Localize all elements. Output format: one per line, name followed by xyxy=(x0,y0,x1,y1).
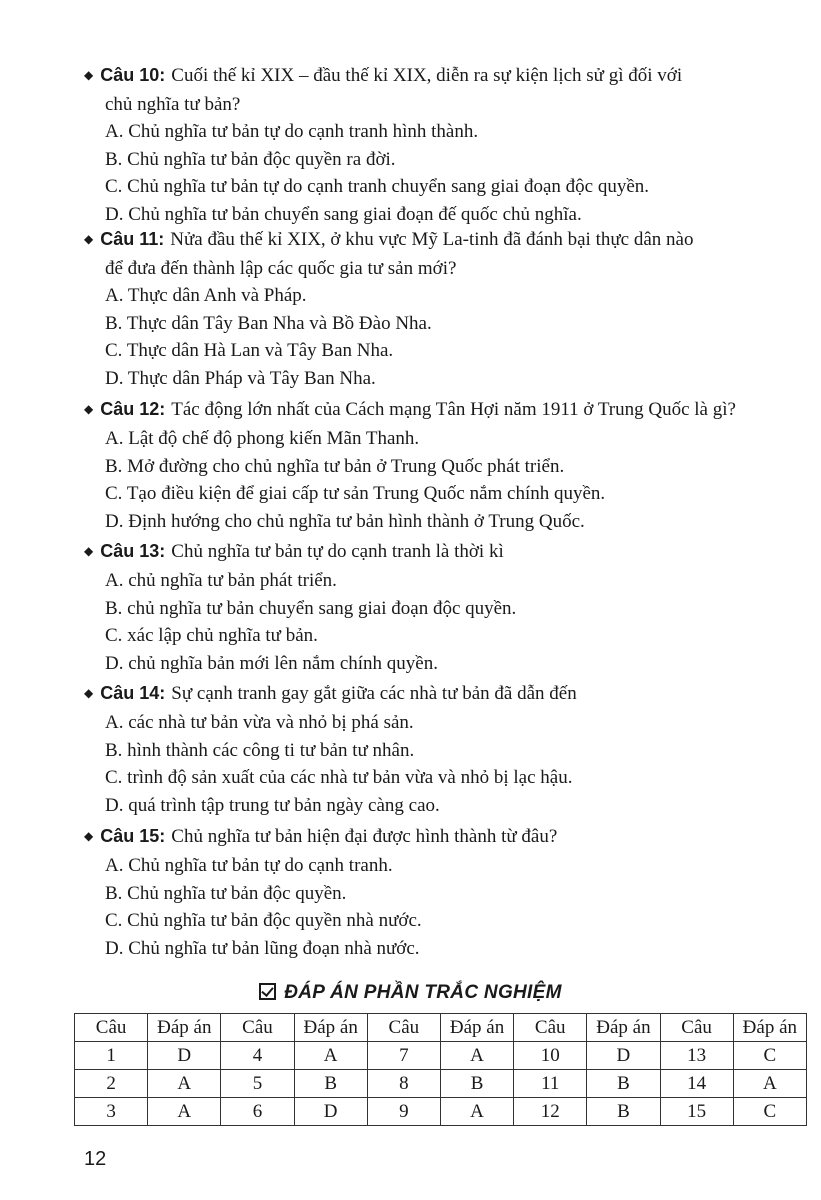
option-b: B. hình thành các công ti tư bản tư nhân. xyxy=(105,739,415,761)
table-cell: 11 xyxy=(514,1070,587,1098)
question-label: Câu 12: xyxy=(100,399,166,419)
table-header-row xyxy=(75,1014,807,1042)
option-a: A. Lật độ chế độ phong kiến Mãn Thanh. xyxy=(105,428,420,449)
diamond-bullet-icon: ◆ xyxy=(84,232,94,246)
table-cell: 3 xyxy=(75,1098,148,1126)
header-cell: Đáp án xyxy=(148,1014,221,1042)
header-cell: Đáp án xyxy=(294,1014,367,1042)
option-c: C. Tạo điều kiện để giai cấp tư sản Trung Quốc nắm chính quyền. xyxy=(105,483,606,504)
header-cell: Đáp án xyxy=(440,1014,513,1042)
table-cell: C xyxy=(733,1098,806,1126)
checkbox-checked-icon xyxy=(259,983,276,1000)
table-cell: 14 xyxy=(660,1070,733,1098)
question-stem xyxy=(84,823,784,852)
question-15 xyxy=(84,823,784,962)
table-cell: A xyxy=(148,1098,221,1126)
question-14 xyxy=(84,680,784,819)
header-cell: Câu xyxy=(514,1014,587,1042)
question-label: Câu 11: xyxy=(100,229,165,249)
option-a: A. Thực dân Anh và Pháp. xyxy=(105,285,307,306)
header-cell: Câu xyxy=(367,1014,440,1042)
option-a: A. các nhà tư bản vừa và nhỏ bị phá sản. xyxy=(105,712,414,733)
table-cell: 12 xyxy=(514,1098,587,1126)
diamond-bullet-icon: ◆ xyxy=(84,544,94,558)
table-cell: B xyxy=(294,1070,367,1098)
answer-key-title-text: ĐÁP ÁN PHẦN TRẮC NGHIỆM xyxy=(284,982,562,1003)
question-label: Câu 14: xyxy=(100,683,166,703)
answer-key-table xyxy=(74,1013,807,1126)
option-a: A. Chủ nghĩa tư bản tự do cạnh tranh. xyxy=(105,855,393,876)
table-cell: A xyxy=(440,1098,513,1126)
option-d: D. Chủ nghĩa tư bản chuyển sang giai đoạn đế quốc chủ nghĩa. xyxy=(105,203,582,225)
option-b: B. chủ nghĩa tư bản chuyển sang giai đoạn độc quyền. xyxy=(105,597,517,619)
question-stem xyxy=(84,680,784,709)
question-stem xyxy=(84,62,784,91)
option-d: D. quá trình tập trung tư bản ngày càng cao. xyxy=(105,794,440,816)
question-stem-line: Tác động lớn nhất của Cách mạng Tân Hợi năm 1911 ở Trung Quốc là gì? xyxy=(171,399,736,420)
header-cell: Đáp án xyxy=(587,1014,660,1042)
table-cell: D xyxy=(294,1098,367,1126)
table-cell: 4 xyxy=(221,1042,294,1070)
option-b: B. Chủ nghĩa tư bản độc quyền ra đời. xyxy=(105,148,396,170)
option-d: D. Chủ nghĩa tư bản lũng đoạn nhà nước. xyxy=(105,937,420,959)
question-label: Câu 15: xyxy=(100,826,166,846)
option-b: B. Chủ nghĩa tư bản độc quyền. xyxy=(105,882,347,904)
header-cell: Đáp án xyxy=(733,1014,806,1042)
table-cell: 10 xyxy=(514,1042,587,1070)
table-row xyxy=(75,1042,807,1070)
table-row xyxy=(75,1070,807,1098)
question-10 xyxy=(84,62,784,228)
table-cell: D xyxy=(587,1042,660,1070)
option-b: B. Mở đường cho chủ nghĩa tư bản ở Trung Quốc phát triển. xyxy=(105,455,565,477)
table-cell: D xyxy=(148,1042,221,1070)
question-stem-line: Sự cạnh tranh gay gắt giữa các nhà tư bản đã dẫn đến xyxy=(171,683,577,704)
page-number: 12 xyxy=(84,1148,107,1170)
header-cell: Câu xyxy=(660,1014,733,1042)
table-cell: C xyxy=(733,1042,806,1070)
question-stem xyxy=(84,538,784,567)
table-cell: B xyxy=(587,1070,660,1098)
answer-key-title xyxy=(0,982,821,1004)
diamond-bullet-icon: ◆ xyxy=(84,829,94,843)
table-cell: 15 xyxy=(660,1098,733,1126)
option-a: A. chủ nghĩa tư bản phát triển. xyxy=(105,570,337,591)
table-cell: 13 xyxy=(660,1042,733,1070)
question-stem-line: Chủ nghĩa tư bản hiện đại được hình thành từ đâu? xyxy=(171,826,558,847)
diamond-bullet-icon: ◆ xyxy=(84,402,94,416)
question-stem-line: Chủ nghĩa tư bản tự do cạnh tranh là thời kì xyxy=(171,541,504,562)
table-row xyxy=(75,1098,807,1126)
question-13 xyxy=(84,538,784,677)
table-cell: 7 xyxy=(367,1042,440,1070)
option-c: C. Chủ nghĩa tư bản tự do cạnh tranh chuyển sang giai đoạn độc quyền. xyxy=(105,176,650,197)
table-cell: 6 xyxy=(221,1098,294,1126)
option-c: C. Thực dân Hà Lan và Tây Ban Nha. xyxy=(105,340,394,361)
table-cell: 8 xyxy=(367,1070,440,1098)
option-b: B. Thực dân Tây Ban Nha và Bồ Đào Nha. xyxy=(105,312,432,334)
header-cell: Câu xyxy=(75,1014,148,1042)
table-cell: A xyxy=(440,1042,513,1070)
question-stem-line: Cuối thế kỉ XIX – đầu thế kỉ XIX, diễn ra sự kiện lịch sử gì đối với xyxy=(171,65,683,86)
option-c: C. Chủ nghĩa tư bản độc quyền nhà nước. xyxy=(105,910,422,931)
table-cell: A xyxy=(733,1070,806,1098)
table-cell: 2 xyxy=(75,1070,148,1098)
option-c: C. xác lập chủ nghĩa tư bản. xyxy=(105,625,318,646)
option-d: D. Định hướng cho chủ nghĩa tư bản hình thành ở Trung Quốc. xyxy=(105,510,585,532)
question-11 xyxy=(84,226,784,392)
diamond-bullet-icon: ◆ xyxy=(84,68,94,82)
option-d: D. Thực dân Pháp và Tây Ban Nha. xyxy=(105,367,376,389)
question-stem-line: chủ nghĩa tư bản? xyxy=(105,94,241,115)
option-d: D. chủ nghĩa bản mới lên nắm chính quyền. xyxy=(105,652,438,674)
question-label: Câu 10: xyxy=(100,65,166,85)
table-cell: A xyxy=(148,1070,221,1098)
question-stem-line: Nửa đầu thế kỉ XIX, ở khu vực Mỹ La-tinh đã đánh bại thực dân nào xyxy=(170,229,694,250)
table-cell: 1 xyxy=(75,1042,148,1070)
question-stem xyxy=(84,226,784,255)
option-c: C. trình độ sản xuất của các nhà tư bản vừa và nhỏ bị lạc hậu. xyxy=(105,767,573,788)
question-stem xyxy=(84,396,784,425)
table-cell: B xyxy=(587,1098,660,1126)
option-a: A. Chủ nghĩa tư bản tự do cạnh tranh hình thành. xyxy=(105,121,479,142)
question-stem-line: để đưa đến thành lập các quốc gia tư sản mới? xyxy=(105,258,457,279)
question-12 xyxy=(84,396,784,535)
table-cell: B xyxy=(440,1070,513,1098)
header-cell: Câu xyxy=(221,1014,294,1042)
table-cell: 9 xyxy=(367,1098,440,1126)
table-cell: 5 xyxy=(221,1070,294,1098)
diamond-bullet-icon: ◆ xyxy=(84,686,94,700)
question-label: Câu 13: xyxy=(100,541,166,561)
table-cell: A xyxy=(294,1042,367,1070)
